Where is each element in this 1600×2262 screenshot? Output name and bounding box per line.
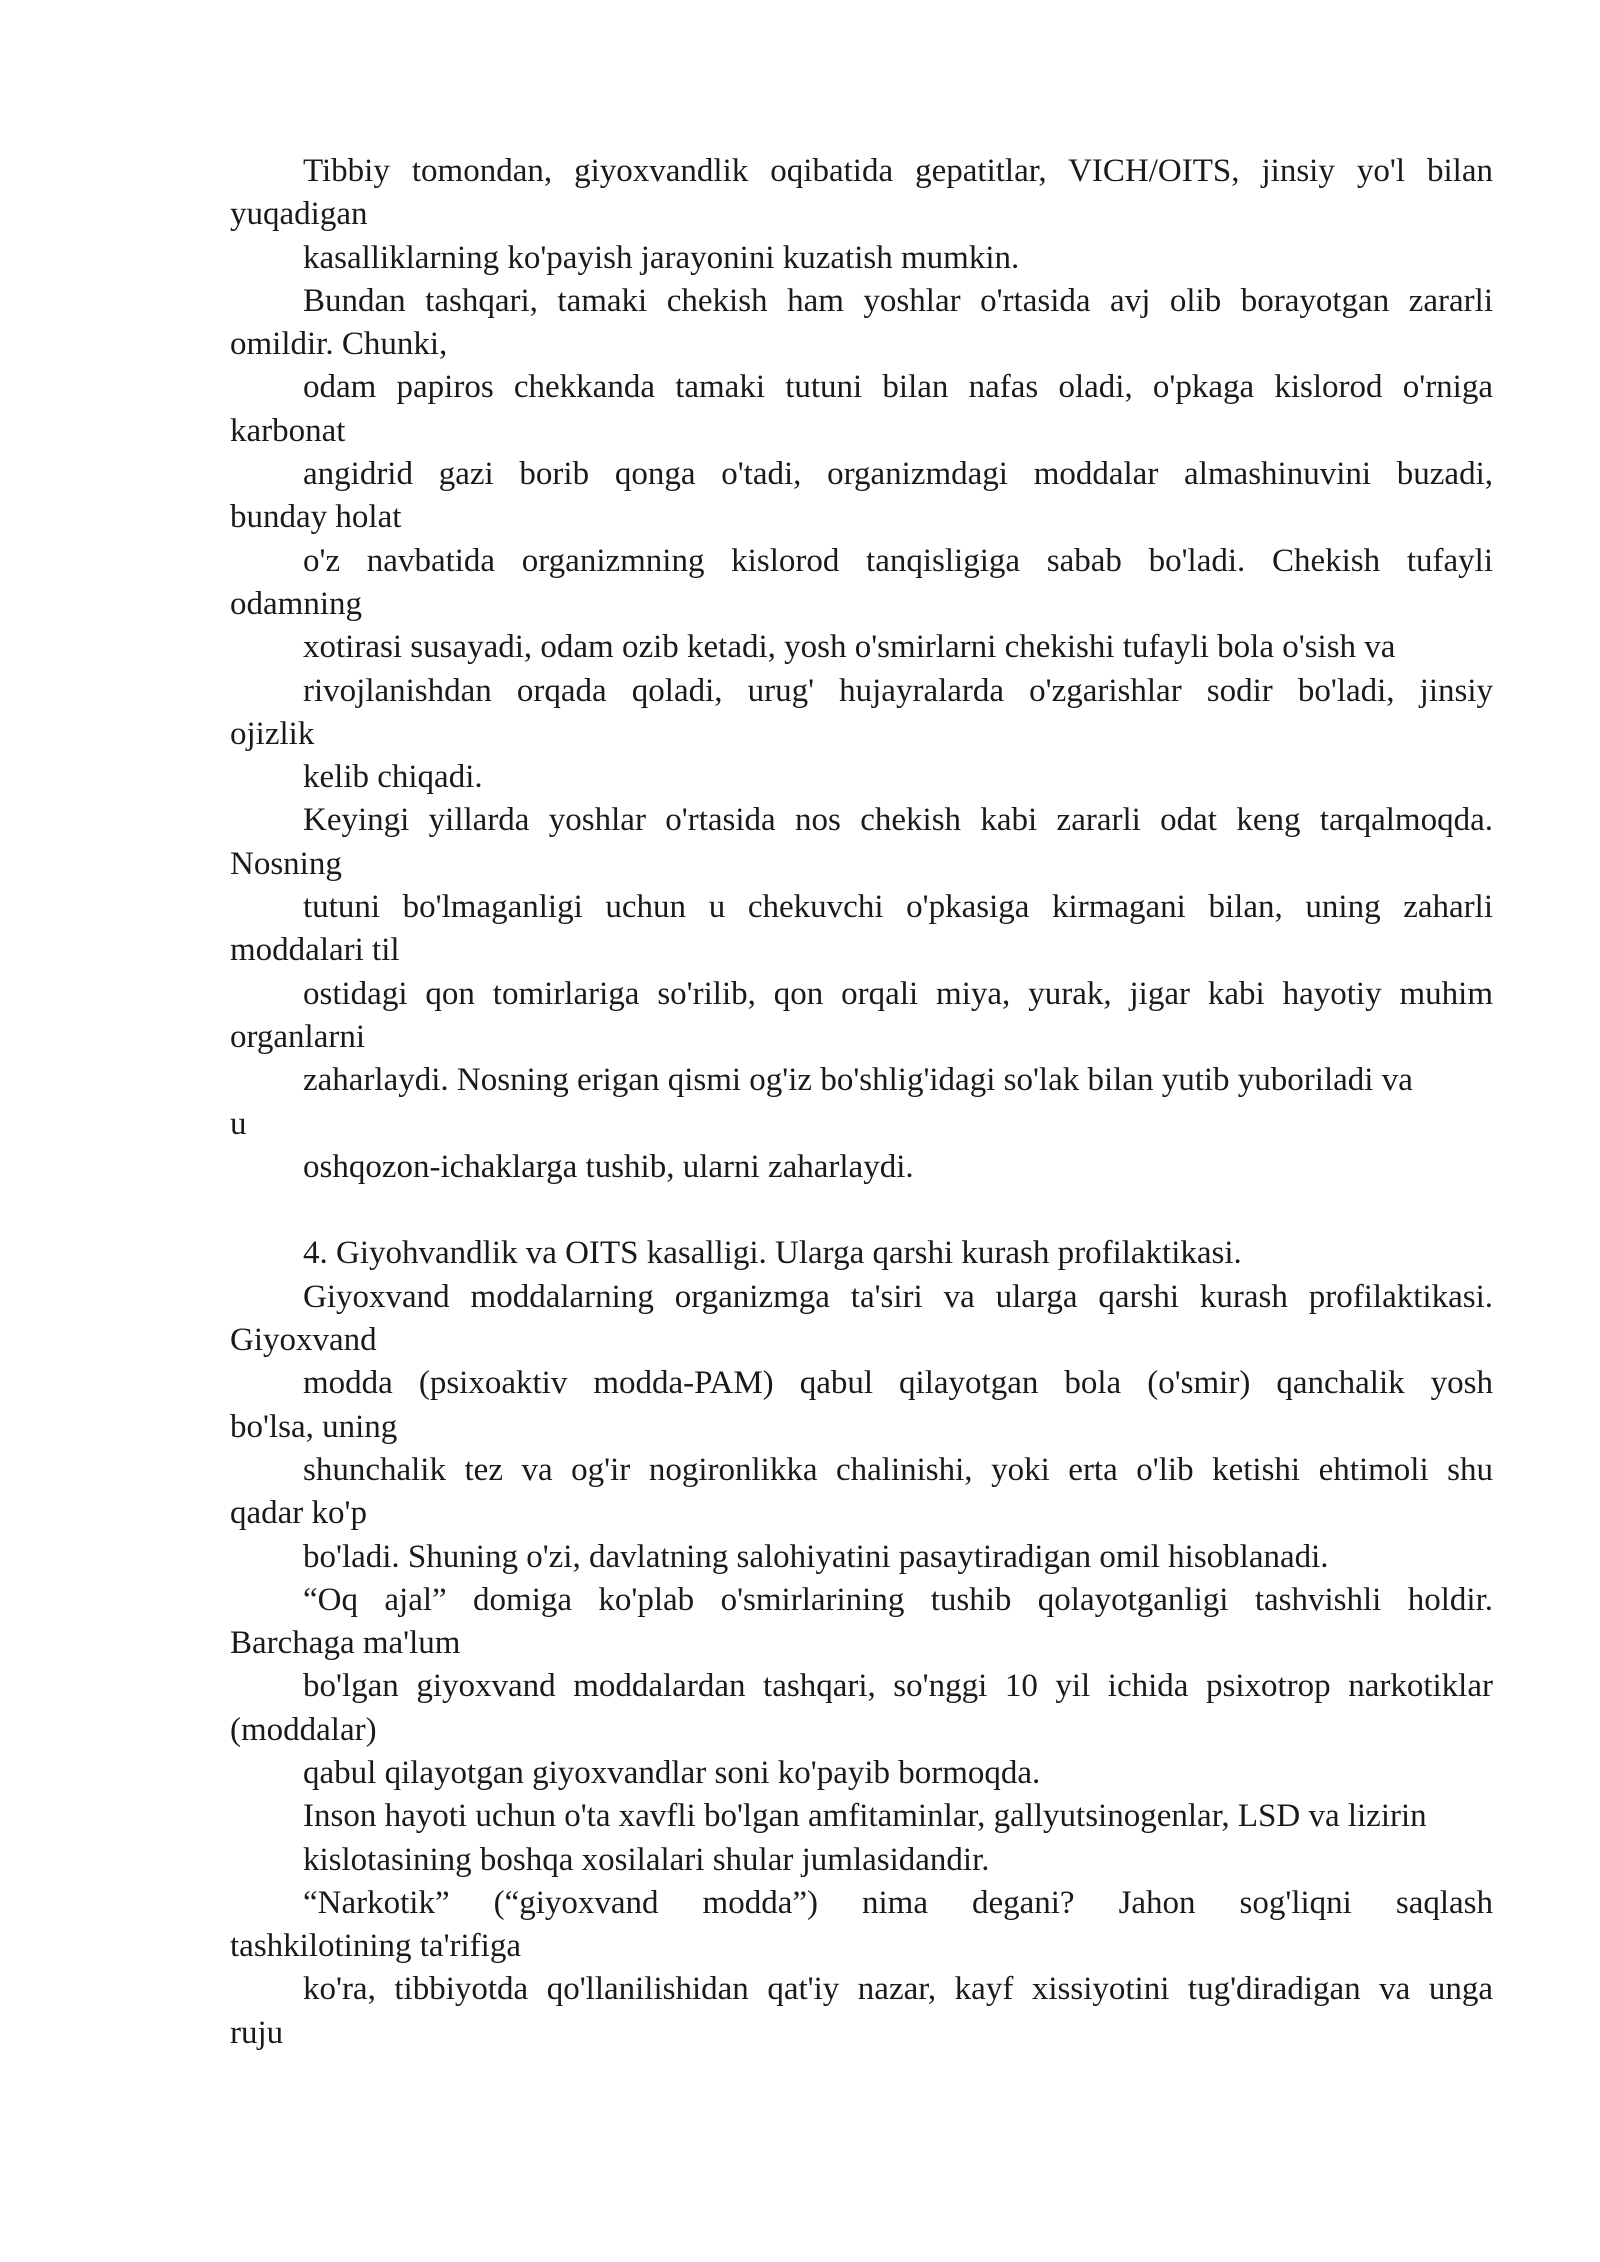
text-line: Giyoxvand moddalarning organizmga ta'siri va ularga qarshi kurash profilaktikasi. <box>303 1278 1493 1315</box>
text-line: organlarni <box>230 1018 366 1055</box>
text-line: 4. Giyohvandlik va OITS kasalligi. Ularga qarshi kurash profilaktikasi. <box>303 1235 1242 1272</box>
text-line: zaharlaydi. Nosning erigan qismi og'iz bo'shlig'idagi so'lak bilan yutib yuboriladi va <box>303 1062 1413 1099</box>
text-line: bunday holat <box>230 499 402 536</box>
text-line: “Oq ajal” domiga ko'plab o'smirlarining tushib qolayotganligi tashvishli holdir. <box>303 1581 1493 1618</box>
text-line: qadar ko'p <box>230 1495 367 1532</box>
text-line: ojizlik <box>230 715 315 752</box>
text-line: yuqadigan <box>230 196 368 233</box>
text-line: moddalari til <box>230 932 400 969</box>
text-line: bo'lgan giyoxvand moddalardan tashqari, so'nggi 10 yil ichida psixotrop narkotiklar <box>303 1668 1493 1705</box>
text-line: kislotasining boshqa xosilalari shular jumlasidandir. <box>303 1841 990 1878</box>
text-line: xotirasi susayadi, odam ozib ketadi, yosh o'smirlarni chekishi tufayli bola o'sish va <box>303 629 1396 666</box>
text-line: ostidagi qon tomirlariga so'rilib, qon orqali miya, yurak, jigar kabi hayotiy muhim <box>303 975 1493 1012</box>
text-line: tutuni bo'lmaganligi uchun u chekuvchi o'pkasiga kirmagani bilan, uning zaharli <box>303 889 1493 926</box>
text-line: odamning <box>230 585 362 622</box>
text-line: ko'ra, tibbiyotda qo'llanilishidan qat'iy nazar, kayf xissiyotini tug'diradigan va unga <box>303 1971 1493 2008</box>
text-line: rivojlanishdan orqada qoladi, urug' hujayralarda o'zgarishlar sodir bo'ladi, jinsiy <box>303 672 1493 709</box>
text-line: Bundan tashqari, tamaki chekish ham yoshlar o'rtasida avj olib borayotgan zararli <box>303 282 1493 319</box>
text-line: karbonat <box>230 412 346 449</box>
text-line: Inson hayoti uchun o'ta xavfli bo'lgan amfitaminlar, gallyutsinogenlar, LSD va lizirin <box>303 1798 1427 1835</box>
text-line: bo'ladi. Shuning o'zi, davlatning salohiyatini pasaytiradigan omil hisoblanadi. <box>303 1538 1329 1575</box>
text-line: modda (psixoaktiv modda-PAM) qabul qilayotgan bola (o'smir) qanchalik yosh <box>303 1365 1493 1402</box>
text-line: u <box>230 1105 247 1142</box>
text-line: kasalliklarning ko'payish jarayonini kuzatish mumkin. <box>303 239 1020 276</box>
text-line: kelib chiqadi. <box>303 759 483 796</box>
text-line: tashkilotining ta'rifiga <box>230 1928 521 1965</box>
text-line: qabul qilayotgan giyoxvandlar soni ko'payib bormoqda. <box>303 1754 1041 1791</box>
text-line: o'z navbatida organizmning kislorod tanqisligiga sabab bo'ladi. Chekish tufayli <box>303 542 1493 579</box>
text-line: angidrid gazi borib qonga o'tadi, organizmdagi moddalar almashinuvini buzadi, <box>303 456 1493 493</box>
text-line: Giyoxvand <box>230 1322 377 1359</box>
text-line: “Narkotik” (“giyoxvand modda”) nima degani? Jahon sog'liqni saqlash <box>303 1884 1493 1921</box>
text-line: (moddalar) <box>230 1711 377 1748</box>
text-line: Nosning <box>230 845 342 882</box>
text-line: omildir. Chunki, <box>230 326 448 363</box>
paragraph-gap <box>230 1189 1493 1232</box>
text-line: ruju <box>230 2014 284 2051</box>
text-line: bo'lsa, uning <box>230 1408 398 1445</box>
text-line: odam papiros chekkanda tamaki tutuni bilan nafas oladi, o'pkaga kislorod o'rniga <box>303 369 1493 406</box>
text-line: oshqozon-ichaklarga tushib, ularni zaharlaydi. <box>303 1148 914 1185</box>
document-body <box>230 150 1493 2055</box>
text-line: Barchaga ma'lum <box>230 1625 461 1662</box>
text-line: Tibbiy tomondan, giyoxvandlik oqibatida gepatitlar, VICH/OITS, jinsiy yo'l bilan <box>303 153 1493 189</box>
text-line: Keyingi yillarda yoshlar o'rtasida nos chekish kabi zararli odat keng tarqalmoqda. <box>303 802 1493 839</box>
text-line: shunchalik tez va og'ir nogironlikka chalinishi, yoki erta o'lib ketishi ehtimoli shu <box>303 1451 1493 1488</box>
